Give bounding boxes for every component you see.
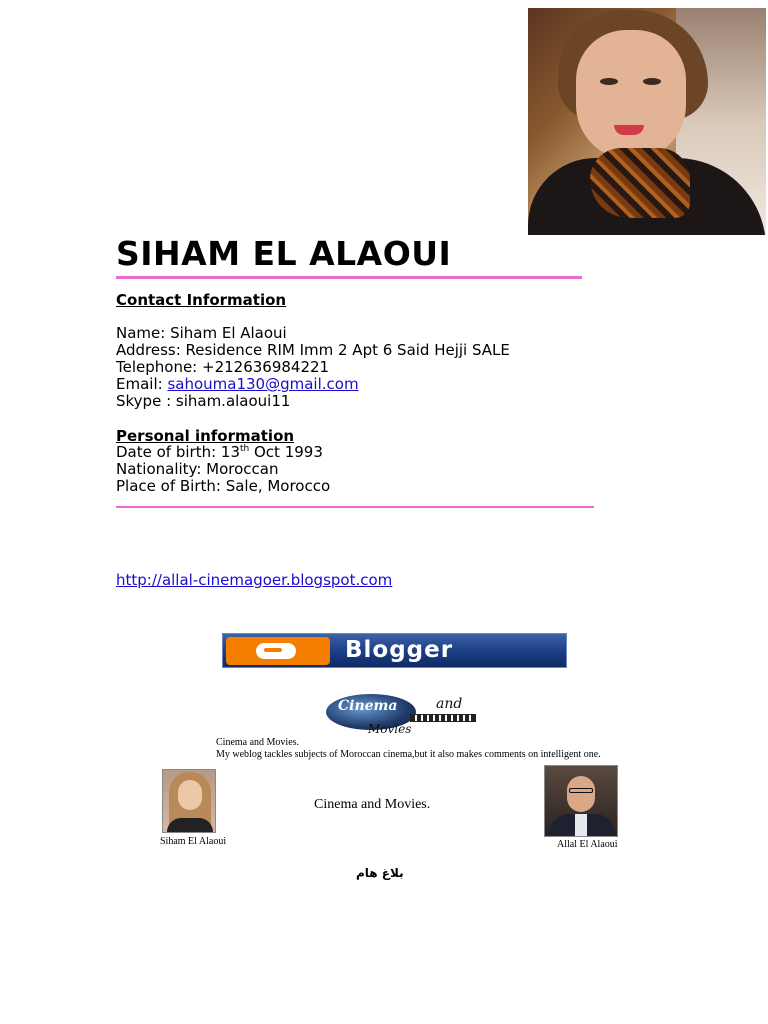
dob-month-year: Oct 1993 bbox=[249, 443, 323, 461]
personal-dob bbox=[116, 444, 323, 461]
section-divider bbox=[116, 506, 594, 508]
blog-description: My weblog tackles subjects of Moroccan cinema,but it also makes comments on intelligent one. bbox=[216, 749, 601, 760]
email-link[interactable]: sahouma130@gmail.com bbox=[167, 375, 359, 393]
page-title: SIHAM EL ALAOUI bbox=[116, 234, 452, 273]
cinema-logo bbox=[320, 692, 480, 740]
personal-section-title: Personal information bbox=[116, 427, 295, 445]
personal-nationality: Nationality: Moroccan bbox=[116, 460, 279, 478]
blogger-banner-label: Blogger bbox=[345, 637, 454, 663]
allal-thumbnail bbox=[544, 765, 618, 837]
contact-email-row bbox=[116, 376, 359, 393]
arabic-notice: بلاغ هام bbox=[356, 866, 404, 880]
profile-photo bbox=[528, 8, 766, 235]
blog-link-row bbox=[116, 572, 392, 589]
contact-address: Address: Residence RIM Imm 2 Apt 6 Said Hejji SALE bbox=[116, 341, 510, 359]
contact-email-label: Email: bbox=[116, 375, 168, 393]
contact-name: Name: Siham El Alaoui bbox=[116, 324, 287, 342]
blogger-banner[interactable] bbox=[222, 633, 567, 668]
caption-siham: Siham El Alaoui bbox=[160, 836, 227, 847]
blog-url-link[interactable]: http://allal-cinemagoer.blogspot.com bbox=[116, 571, 393, 589]
film-strip-icon bbox=[410, 714, 476, 722]
blog-description-title: Cinema and Movies. bbox=[216, 737, 300, 748]
dob-label: Date of birth: 13 bbox=[116, 443, 240, 461]
dob-suffix: th bbox=[240, 444, 250, 454]
contact-skype: Skype : siham.alaoui11 bbox=[116, 392, 291, 410]
contact-telephone: Telephone: +212636984221 bbox=[116, 358, 330, 376]
blog-center-title: Cinema and Movies. bbox=[314, 797, 431, 812]
blogger-icon bbox=[226, 637, 330, 665]
contact-section-title: Contact Information bbox=[116, 291, 287, 309]
title-divider bbox=[116, 276, 582, 279]
logo-word-cinema: Cinema bbox=[338, 698, 398, 714]
logo-word-movies: Movies bbox=[368, 722, 412, 736]
logo-word-and: and bbox=[436, 696, 463, 712]
caption-allal: Allal El Alaoui bbox=[557, 839, 618, 850]
personal-place-of-birth: Place of Birth: Sale, Morocco bbox=[116, 477, 331, 495]
siham-thumbnail bbox=[162, 769, 216, 833]
